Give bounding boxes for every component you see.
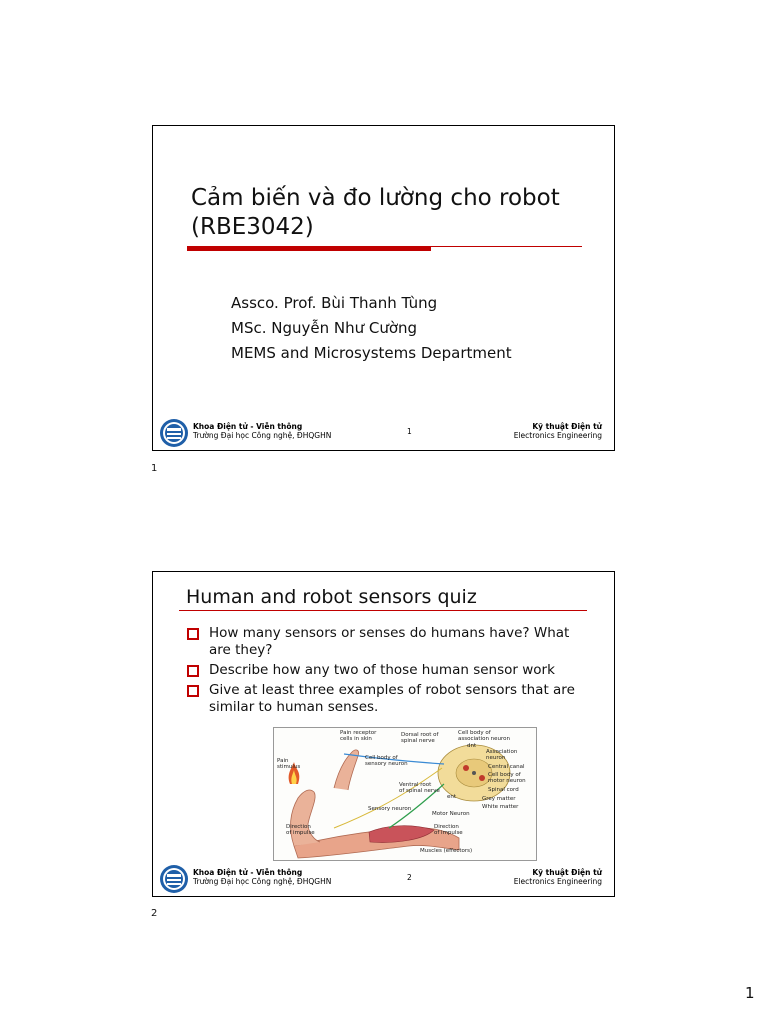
course-area: Kỹ thuật Điện tử (532, 868, 602, 877)
slide-title (191, 184, 591, 242)
slide-footer (153, 863, 614, 896)
figure-label: Spinal cord (488, 787, 519, 793)
course-area-english: Electronics Engineering (513, 877, 602, 886)
figure-label: Ventral root of spinal nerve (399, 782, 440, 794)
faculty-name: Khoa Điện tử - Viễn thông (193, 422, 303, 431)
title-line-1: Cảm biến và đo lường cho robot (191, 185, 560, 211)
sheet-page-number: 1 (745, 984, 755, 1002)
bullet-text: How many sensors or senses do humans have? What are they? (209, 625, 570, 658)
slide-2 (152, 571, 615, 897)
university-logo-icon (159, 864, 189, 894)
figure-label: Dorsal root of spinal nerve (401, 732, 439, 744)
reflex-arc-figure (273, 727, 537, 861)
bullet-list (187, 625, 587, 719)
bullet-item (187, 625, 587, 659)
figure-label: White matter (482, 804, 519, 810)
title-underline (179, 610, 587, 611)
course-area: Kỹ thuật Điện tử (532, 422, 602, 431)
slide-footer (153, 417, 614, 450)
author-list (231, 291, 512, 366)
reflex-arc-illustration (274, 728, 536, 860)
university-logo-icon (159, 418, 189, 448)
figure-label: dnt (467, 743, 477, 749)
figure-label: Cell body of sensory neuron (365, 755, 408, 767)
figure-label: Central canal (488, 764, 525, 770)
slide-1 (152, 125, 615, 451)
faculty-name: Khoa Điện tử - Viễn thông (193, 868, 303, 877)
figure-label: Cell body of motor neuron (488, 772, 526, 784)
title-line-2: (RBE3042) (191, 214, 314, 240)
figure-label: Motor Neuron (432, 811, 470, 817)
figure-label: Grey matter (482, 796, 516, 802)
figure-label: Direction of impulse (434, 824, 463, 836)
university-name: Trường Đại học Công nghệ, ĐHQGHN (193, 877, 332, 886)
figure-label: Sensory neuron (368, 806, 412, 812)
figure-label: ent (447, 794, 457, 800)
figure-label: Pain stimulus (277, 758, 301, 770)
slide-label-1: 1 (151, 463, 158, 474)
figure-label: Cell body of association neuron (458, 730, 511, 742)
figure-label: Direction of impulse (286, 824, 315, 836)
slide-page-number: 2 (407, 873, 412, 882)
slide-title: Human and robot sensors quiz (186, 586, 477, 608)
figure-label: Muscles (effectors) (420, 848, 473, 854)
bullet-text: Give at least three examples of robot sensors that are similar to human senses. (209, 682, 575, 715)
slide-page-number: 1 (407, 427, 412, 436)
figure-label: Association neuron (486, 749, 518, 761)
author-1: Assco. Prof. Bùi Thanh Tùng (231, 294, 438, 312)
hollow-square-icon (187, 685, 199, 697)
university-name: Trường Đại học Công nghệ, ĐHQGHN (193, 431, 332, 440)
course-area-english: Electronics Engineering (513, 431, 602, 440)
department: MEMS and Microsystems Department (231, 344, 512, 362)
slide-label-2: 2 (151, 908, 158, 919)
hollow-square-icon (187, 628, 199, 640)
figure-label: Pain receptor cells in skin (340, 730, 377, 742)
hollow-square-icon (187, 665, 199, 677)
bullet-item (187, 662, 587, 679)
bullet-text: Describe how any two of those human sensor work (209, 662, 555, 678)
bullet-item (187, 682, 587, 716)
author-2: MSc. Nguyễn Như Cường (231, 319, 418, 337)
title-underline-accent (187, 246, 431, 251)
